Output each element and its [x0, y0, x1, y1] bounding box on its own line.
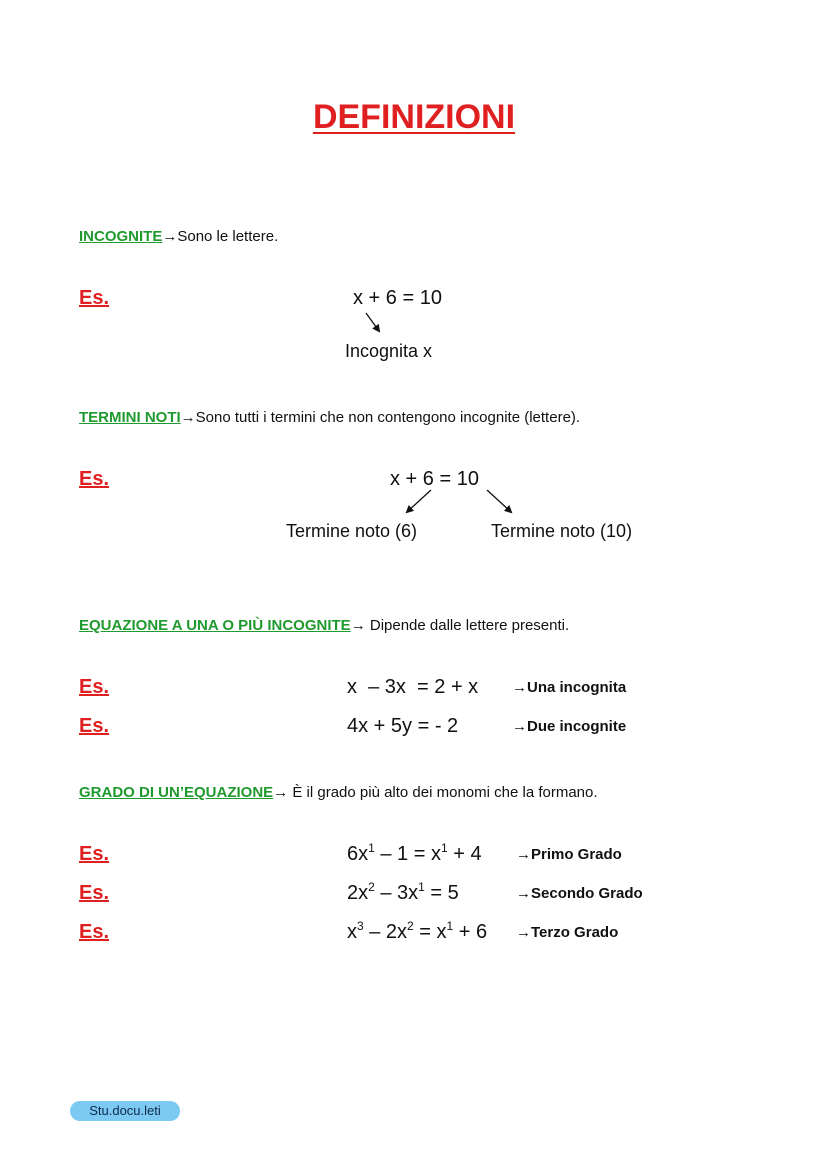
- arrow: →: [350, 617, 366, 634]
- arrow: →: [180, 409, 196, 426]
- arrow-to-termine-noto-6: [407, 490, 431, 512]
- example-result: [516, 846, 622, 863]
- example-result: [512, 718, 626, 735]
- result-text: Primo Grado: [531, 846, 622, 863]
- example-result: [516, 885, 643, 902]
- definition-text: Sono tutti i termini che non contengono incognite (lettere).: [195, 409, 581, 426]
- term-grado: GRADO DI UN’EQUAZIONE: [79, 784, 274, 801]
- example-label: Es.: [79, 715, 110, 737]
- result-text: Due incognite: [527, 718, 627, 735]
- definition-incognite: [79, 228, 278, 245]
- definition-text: Sono le lettere.: [177, 228, 279, 245]
- example-label: Es.: [79, 882, 110, 904]
- definition-grado: [79, 784, 598, 801]
- example-label: Es.: [79, 921, 110, 943]
- example-equation: x + 6 = 10: [353, 287, 442, 309]
- example-label: Es.: [79, 843, 110, 865]
- example-equation: $2x^2 - 3x^1 = 5$: [347, 880, 459, 904]
- example-equation: $x^3 - 2x^2 = x^1 + 6$: [347, 919, 488, 943]
- arrow: →: [516, 846, 531, 863]
- arrow: →: [516, 924, 531, 941]
- example-result: [512, 679, 626, 696]
- term-incognite: INCOGNITE: [79, 228, 163, 245]
- arrow: →: [516, 885, 531, 902]
- arrow: →: [512, 718, 527, 735]
- annotation-termine-noto-10: Termine noto (10): [491, 521, 633, 541]
- example-result: [516, 924, 618, 941]
- example-label: Es.: [79, 468, 110, 490]
- result-text: Terzo Grado: [531, 924, 619, 941]
- example-label: Es.: [79, 287, 110, 309]
- definition-equazione: [79, 617, 569, 634]
- result-text: Una incognita: [527, 679, 627, 696]
- example-equation: x – 3x = 2 + x: [347, 676, 479, 698]
- term-termini-noti: TERMINI NOTI: [79, 409, 181, 426]
- annotation-incognita: Incognita x: [345, 341, 433, 361]
- arrow: →: [512, 679, 527, 696]
- result-text: Secondo Grado: [531, 885, 643, 902]
- definition-text: Dipende dalle lettere presenti.: [365, 617, 570, 634]
- arrow: →: [162, 228, 178, 245]
- arrow-to-incognita: [366, 313, 379, 331]
- term-equazione: EQUAZIONE A UNA O PIÙ INCOGNITE: [79, 617, 351, 634]
- definition-text: È il grado più alto dei monomi che la formano.: [288, 784, 598, 801]
- example-equation: x + 6 = 10: [390, 468, 479, 490]
- arrow-to-termine-noto-10: [487, 490, 511, 512]
- footer-badge: Stu.docu.leti: [70, 1101, 180, 1121]
- page-title: DEFINIZIONI: [312, 98, 516, 136]
- definition-termini-noti: [79, 409, 580, 426]
- arrow: →: [273, 784, 289, 801]
- example-equation: $6x^1 - 1 = x^1 + 4$: [347, 841, 482, 865]
- example-equation: 4x + 5y = - 2: [347, 715, 459, 737]
- annotation-termine-noto-6: Termine noto (6): [286, 521, 418, 541]
- example-label: Es.: [79, 676, 110, 698]
